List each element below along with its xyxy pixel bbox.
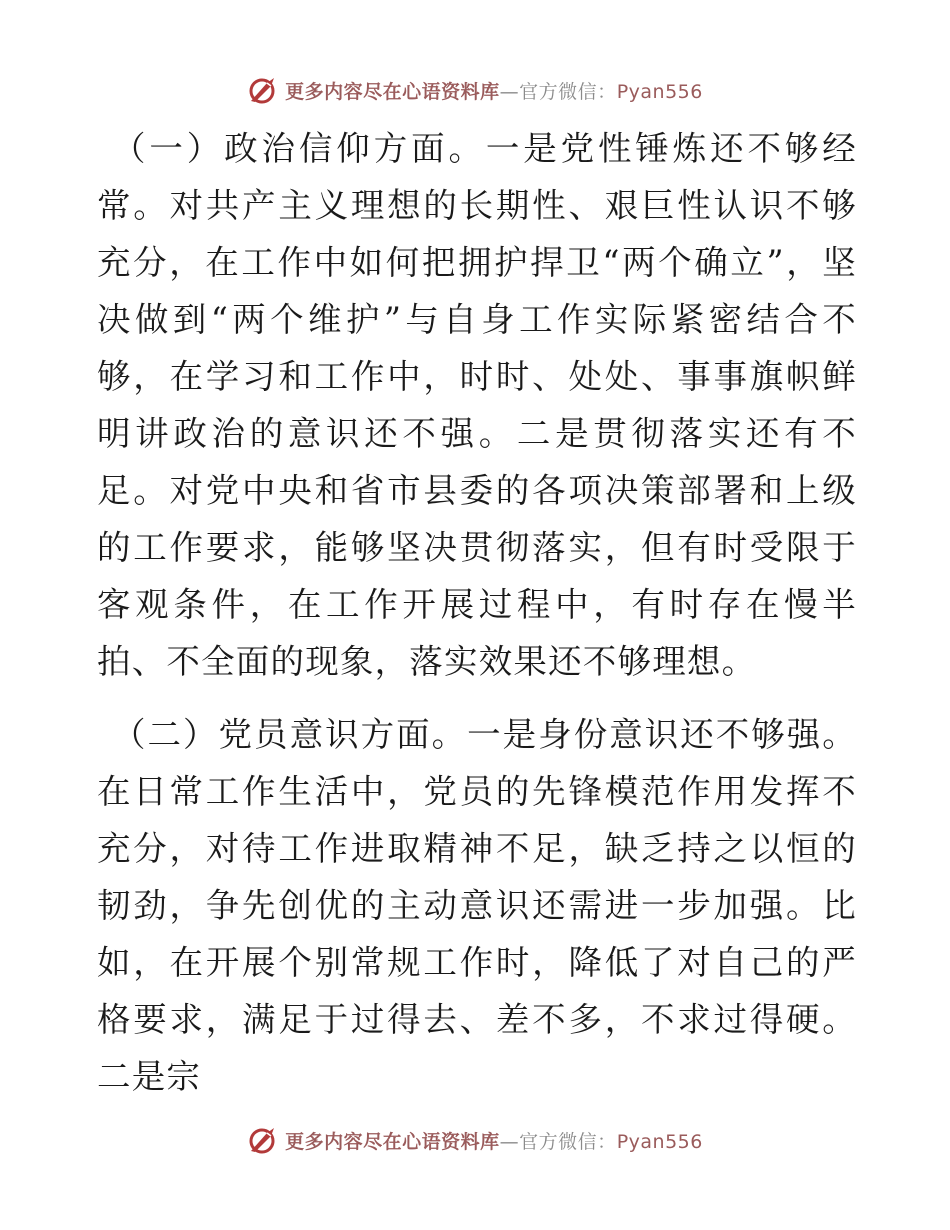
pen-logo-icon bbox=[247, 1124, 279, 1156]
banner-text: 更多内容尽在心语资料库—官方微信：Pyan556 bbox=[285, 80, 703, 103]
header-banner bbox=[0, 70, 950, 110]
paragraph-political-belief: （一）政治信仰方面。一是党性锤炼还不够经常。对共产主义理想的长期性、艰巨性认识不够充分，在工作中如何把拥护捍卫“两个确立”，坚决做到“两个维护”与自身工作实际紧密结合不够，在学习和工作中，时时、处处、事事旗帜鲜明讲政治的意识还不强。二是贯彻落实还有不足。对党中央和省市县委的各项决策部署和上级的工作要求，能够坚决贯彻落实，但有时受限于客观条件，在工作开展过程中，有时存在慢半拍、不全面的现象，落实效果还不够理想。 bbox=[97, 129, 857, 681]
pen-logo-icon bbox=[247, 74, 279, 106]
footer-banner bbox=[0, 1120, 950, 1160]
document-body bbox=[97, 120, 857, 1105]
banner-text: 更多内容尽在心语资料库—官方微信：Pyan556 bbox=[285, 1130, 703, 1153]
paragraph-party-awareness: （二）党员意识方面。一是身份意识还不够强。在日常工作生活中，党员的先锋模范作用发挥不充分，对待工作进取精神不足，缺乏持之以恒的韧劲，争先创优的主动意识还需进一步加强。比如，在开展个别常规工作时，降低了对自己的严格要求，满足于过得去、差不多，不求过得硬。二是宗 bbox=[97, 715, 857, 1096]
